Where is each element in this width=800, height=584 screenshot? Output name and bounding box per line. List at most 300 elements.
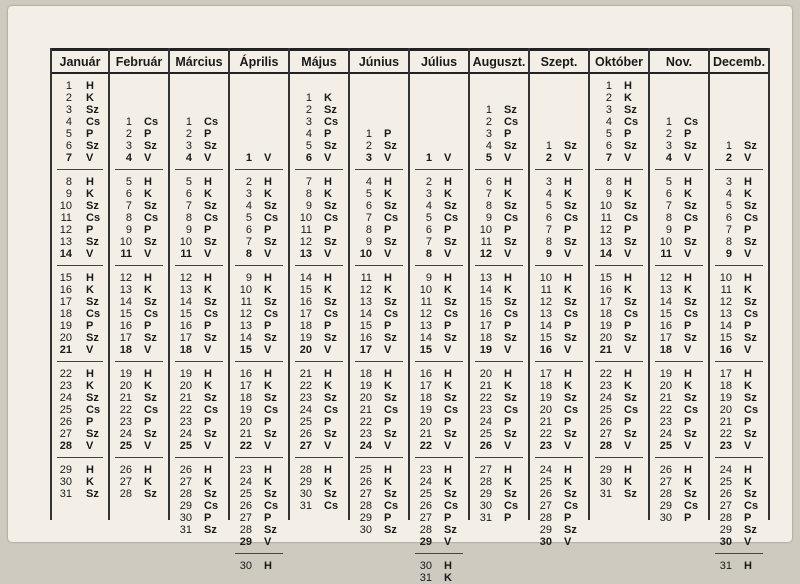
weekday-abbrev: H (204, 464, 212, 476)
day-row (290, 308, 348, 320)
day-number: 27 (179, 476, 192, 488)
day-row (52, 176, 108, 188)
weekday-abbrev: Sz (204, 392, 217, 404)
day-row (110, 344, 168, 356)
day-row (410, 488, 468, 500)
day-number: 13 (419, 320, 432, 332)
weekday-abbrev: Sz (86, 236, 99, 248)
week-separator (595, 361, 643, 362)
week-block (710, 176, 768, 260)
day-row (650, 176, 708, 188)
weekday-abbrev: P (564, 416, 572, 428)
day-number: 5 (665, 176, 672, 188)
weekday-abbrev: V (324, 152, 332, 164)
day-number: 11 (480, 236, 492, 248)
weekday-abbrev: H (324, 464, 332, 476)
weekday-abbrev: Cs (744, 308, 759, 320)
weekday-abbrev: H (504, 272, 512, 284)
weekday-abbrev: P (204, 128, 212, 140)
day-row (290, 464, 348, 476)
day-row (170, 212, 228, 224)
day-number: 18 (599, 308, 612, 320)
day-number: 19 (659, 368, 672, 380)
weekday-abbrev: K (144, 188, 152, 200)
weekday-abbrev: Sz (86, 332, 99, 344)
day-row (230, 512, 288, 524)
day-number: 25 (659, 440, 672, 452)
day-row (52, 212, 108, 224)
day-row (590, 80, 648, 92)
month-name: Január (59, 55, 101, 69)
day-row (530, 368, 588, 380)
day-number: 4 (665, 152, 672, 164)
day-row (110, 140, 168, 152)
day-number: 18 (719, 380, 732, 392)
weekday-abbrev: Sz (684, 332, 697, 344)
day-row (530, 428, 588, 440)
weekday-abbrev: Sz (144, 332, 157, 344)
day-row (110, 476, 168, 488)
weekday-abbrev: Cs (204, 212, 219, 224)
weekday-abbrev: Sz (86, 104, 99, 116)
day-number: 14 (659, 296, 672, 308)
weekday-abbrev: V (86, 344, 94, 356)
month-column (530, 48, 590, 548)
day-row (350, 224, 408, 236)
day-row (350, 476, 408, 488)
weekday-abbrev: H (684, 176, 692, 188)
weekday-abbrev: Cs (444, 404, 459, 416)
weekday-abbrev: K (744, 380, 752, 392)
day-number: 29 (599, 464, 612, 476)
day-row (410, 176, 468, 188)
day-row (170, 428, 228, 440)
day-row (52, 116, 108, 128)
day-number: 1 (485, 104, 492, 116)
weekday-abbrev: Cs (684, 404, 699, 416)
weekday-abbrev: K (564, 380, 572, 392)
day-number: 30 (539, 536, 552, 548)
weekday-abbrev: Cs (204, 308, 219, 320)
day-number: 24 (719, 464, 732, 476)
day-row (410, 572, 468, 584)
weekday-abbrev: P (204, 320, 212, 332)
day-row (650, 248, 708, 260)
day-number: 22 (659, 404, 672, 416)
weekday-abbrev: Sz (264, 524, 277, 536)
weekday-abbrev: K (444, 572, 452, 584)
day-row (530, 200, 588, 212)
weekday-abbrev: Sz (324, 392, 337, 404)
month-name: Március (175, 55, 223, 69)
week-block (52, 176, 108, 260)
day-row (530, 344, 588, 356)
day-number: 29 (539, 524, 552, 536)
week-separator (715, 169, 763, 170)
day-row (290, 440, 348, 452)
day-row (170, 224, 228, 236)
day-number: 16 (719, 344, 732, 356)
day-number: 11 (300, 224, 312, 236)
day-number: 13 (479, 272, 492, 284)
day-number: 7 (65, 152, 72, 164)
day-row (590, 416, 648, 428)
day-number: 11 (180, 248, 192, 260)
day-number: 18 (239, 392, 252, 404)
weekday-abbrev: H (504, 464, 512, 476)
day-row (590, 392, 648, 404)
day-row (710, 248, 768, 260)
day-number: 10 (179, 236, 192, 248)
day-number: 11 (360, 272, 372, 284)
week-block (350, 176, 408, 260)
day-row (110, 368, 168, 380)
day-row (290, 476, 348, 488)
day-row (710, 500, 768, 512)
weekday-abbrev: Sz (444, 488, 457, 500)
day-row (590, 476, 648, 488)
day-number: 1 (125, 116, 132, 128)
week-separator (415, 265, 463, 266)
weekday-abbrev: Cs (744, 404, 759, 416)
week-block (350, 128, 408, 164)
day-number: 14 (419, 332, 432, 344)
weekday-abbrev: Sz (564, 296, 577, 308)
day-row (410, 500, 468, 512)
day-number: 9 (365, 236, 372, 248)
weekday-abbrev: P (324, 224, 332, 236)
weekday-abbrev: Sz (324, 104, 337, 116)
day-row (530, 512, 588, 524)
week-separator (415, 361, 463, 362)
weekday-abbrev: K (444, 188, 452, 200)
day-number: 24 (179, 428, 192, 440)
weekday-abbrev: K (744, 476, 752, 488)
day-row (710, 392, 768, 404)
day-number: 7 (305, 176, 312, 188)
day-row (410, 560, 468, 572)
week-separator (235, 457, 283, 458)
day-row (590, 320, 648, 332)
day-number: 20 (659, 380, 672, 392)
day-number: 31 (299, 500, 312, 512)
day-number: 27 (239, 512, 252, 524)
day-number: 4 (425, 200, 432, 212)
day-row (290, 128, 348, 140)
week-block (230, 152, 288, 164)
day-row (590, 272, 648, 284)
day-number: 8 (425, 248, 432, 260)
weekday-abbrev: V (684, 344, 692, 356)
day-number: 1 (545, 140, 552, 152)
weekday-abbrev: Sz (384, 524, 397, 536)
day-row (530, 320, 588, 332)
weekday-abbrev: H (564, 272, 572, 284)
day-number: 15 (59, 272, 72, 284)
week-separator (475, 265, 523, 266)
day-row (350, 176, 408, 188)
day-number: 11 (540, 284, 552, 296)
weekday-abbrev: Sz (144, 140, 157, 152)
day-row (530, 296, 588, 308)
day-number: 20 (539, 404, 552, 416)
day-number: 10 (659, 236, 672, 248)
week-block (470, 464, 528, 524)
day-row (230, 476, 288, 488)
week-block (710, 560, 768, 572)
day-row (110, 392, 168, 404)
day-row (650, 392, 708, 404)
weekday-abbrev: Sz (384, 236, 397, 248)
weekday-abbrev: Cs (86, 212, 101, 224)
day-number: 17 (419, 380, 432, 392)
day-row (530, 524, 588, 536)
day-number: 13 (119, 284, 132, 296)
day-number: 7 (185, 200, 192, 212)
day-number: 26 (599, 416, 612, 428)
day-row (230, 152, 288, 164)
day-row (110, 284, 168, 296)
month-column (50, 48, 110, 520)
day-number: 5 (185, 176, 192, 188)
week-block (170, 464, 228, 536)
weekday-abbrev: V (384, 440, 392, 452)
week-block (230, 272, 288, 356)
day-number: 28 (59, 440, 72, 452)
weekday-abbrev: H (86, 464, 94, 476)
day-number: 15 (599, 272, 612, 284)
weekday-abbrev: Sz (86, 140, 99, 152)
day-row (110, 464, 168, 476)
day-number: 21 (479, 380, 492, 392)
day-row (110, 128, 168, 140)
day-row (230, 320, 288, 332)
day-number: 9 (425, 272, 432, 284)
calendar-card (8, 6, 792, 584)
month-column (710, 48, 770, 572)
day-row (710, 344, 768, 356)
weekday-abbrev: V (384, 248, 392, 260)
weekday-abbrev: K (744, 284, 752, 296)
day-row (290, 320, 348, 332)
day-number: 16 (299, 296, 312, 308)
weekday-abbrev: Sz (86, 392, 99, 404)
day-number: 2 (665, 128, 672, 140)
day-row (350, 188, 408, 200)
day-row (650, 152, 708, 164)
day-number: 9 (485, 212, 492, 224)
day-number: 28 (119, 488, 132, 500)
day-row (470, 476, 528, 488)
week-block (350, 464, 408, 536)
week-block (530, 272, 588, 356)
day-number: 5 (125, 176, 132, 188)
day-row (290, 296, 348, 308)
calendar-table (50, 48, 770, 584)
day-number: 22 (479, 392, 492, 404)
day-row (650, 320, 708, 332)
day-row (590, 440, 648, 452)
day-number: 5 (245, 212, 252, 224)
day-number: 1 (725, 140, 732, 152)
day-row (590, 92, 648, 104)
week-separator (355, 169, 403, 170)
weekday-abbrev: P (564, 320, 572, 332)
weekday-abbrev: H (564, 368, 572, 380)
weekday-abbrev: Sz (684, 488, 697, 500)
day-number: 2 (245, 176, 252, 188)
weekday-abbrev: Sz (264, 200, 277, 212)
day-number: 6 (305, 152, 312, 164)
weekday-abbrev: Sz (204, 488, 217, 500)
day-row (170, 116, 228, 128)
week-separator (57, 361, 103, 362)
weekday-abbrev: Cs (264, 500, 279, 512)
day-number: 1 (425, 152, 432, 164)
day-row (52, 308, 108, 320)
week-block (470, 272, 528, 356)
weekday-abbrev: Sz (264, 332, 277, 344)
week-block (710, 140, 768, 164)
day-row (350, 140, 408, 152)
day-number: 3 (665, 140, 672, 152)
weekday-abbrev: Sz (744, 428, 757, 440)
month-column (410, 48, 470, 584)
week-block (350, 368, 408, 452)
day-row (110, 116, 168, 128)
month-column (470, 48, 530, 524)
day-number: 7 (485, 188, 492, 200)
day-number: 15 (239, 344, 252, 356)
weekday-abbrev: K (624, 380, 632, 392)
day-row (230, 380, 288, 392)
weekday-abbrev: K (624, 188, 632, 200)
day-number: 29 (299, 476, 312, 488)
day-number: 31 (479, 512, 492, 524)
day-number: 20 (359, 392, 372, 404)
weekday-abbrev: Sz (684, 428, 697, 440)
day-number: 4 (245, 200, 252, 212)
day-number: 18 (659, 344, 672, 356)
day-number: 2 (65, 92, 72, 104)
weekday-abbrev: V (444, 440, 452, 452)
day-row (290, 404, 348, 416)
day-row (230, 332, 288, 344)
day-row (230, 284, 288, 296)
weekday-abbrev: P (86, 128, 94, 140)
day-number: 16 (419, 368, 432, 380)
day-number: 21 (659, 392, 672, 404)
month-name: Szept. (540, 55, 578, 69)
day-number: 2 (605, 92, 612, 104)
day-row (290, 284, 348, 296)
day-row (410, 512, 468, 524)
day-number: 15 (419, 344, 432, 356)
weekday-abbrev: V (504, 152, 512, 164)
day-row (230, 272, 288, 284)
weekday-abbrev: K (444, 284, 452, 296)
weekday-abbrev: V (86, 440, 94, 452)
weekday-abbrev: Sz (384, 428, 397, 440)
day-number: 21 (719, 416, 732, 428)
day-number: 24 (299, 404, 312, 416)
weekday-abbrev: Cs (684, 308, 699, 320)
week-block (530, 140, 588, 164)
weekday-abbrev: V (264, 152, 272, 164)
day-number: 18 (479, 332, 492, 344)
weekday-abbrev: P (144, 320, 152, 332)
week-separator (115, 169, 163, 170)
weekday-abbrev: P (144, 416, 152, 428)
week-separator (295, 169, 343, 170)
day-row (290, 368, 348, 380)
weekday-abbrev: P (744, 320, 752, 332)
day-row (52, 392, 108, 404)
weekday-abbrev: H (744, 368, 752, 380)
day-number: 13 (719, 308, 732, 320)
day-row (290, 188, 348, 200)
month-name: Június (358, 55, 400, 69)
day-row (470, 308, 528, 320)
day-row (470, 176, 528, 188)
day-number: 13 (539, 308, 552, 320)
day-row (52, 368, 108, 380)
day-row (410, 332, 468, 344)
day-row (410, 224, 468, 236)
week-block (170, 272, 228, 356)
day-row (410, 440, 468, 452)
day-row (470, 404, 528, 416)
weekday-abbrev: K (504, 476, 512, 488)
day-row (530, 440, 588, 452)
weekday-abbrev: Sz (624, 428, 637, 440)
day-number: 29 (719, 524, 732, 536)
day-row (230, 416, 288, 428)
day-row (710, 464, 768, 476)
weekday-abbrev: H (204, 272, 212, 284)
day-number: 28 (599, 440, 612, 452)
day-row (650, 416, 708, 428)
weekday-abbrev: V (684, 440, 692, 452)
day-number: 13 (239, 320, 252, 332)
day-number: 27 (119, 476, 132, 488)
day-row (530, 332, 588, 344)
day-row (170, 128, 228, 140)
week-separator (57, 457, 103, 458)
day-row (650, 428, 708, 440)
day-row (470, 116, 528, 128)
weekday-abbrev: Sz (86, 488, 99, 500)
day-row (590, 296, 648, 308)
week-block (710, 272, 768, 356)
weekday-abbrev: P (144, 224, 152, 236)
day-number: 23 (359, 428, 372, 440)
weekday-abbrev: V (564, 536, 572, 548)
day-number: 7 (365, 212, 372, 224)
week-block (410, 272, 468, 356)
day-row (710, 236, 768, 248)
month-column (110, 48, 170, 520)
weekday-abbrev: V (564, 248, 572, 260)
week-block (410, 152, 468, 164)
day-number: 10 (539, 272, 552, 284)
day-number: 27 (59, 428, 72, 440)
weekday-abbrev: Cs (324, 308, 339, 320)
day-number: 19 (359, 380, 372, 392)
day-number: 25 (359, 464, 372, 476)
weekday-abbrev: Cs (86, 404, 101, 416)
week-block (52, 464, 108, 500)
